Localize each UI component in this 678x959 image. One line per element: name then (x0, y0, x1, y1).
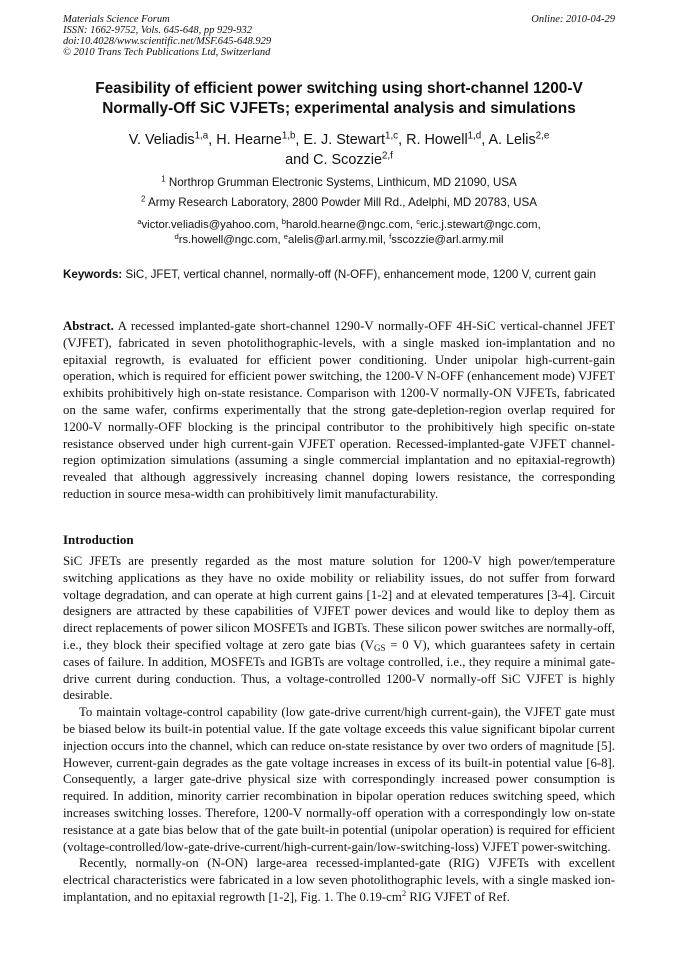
paragraph: To maintain voltage-control capability (low gate-drive current/high current-gain), the VJFET gate must be biased below its built-in potential value. If the gate voltage exceeds this value significant bipolar current injection occurs into the channel, which can reduce on-state resistance by over two orders of magnitude [5]. However, current-gain degrades as the gate voltage increases in excess of its built-in potential value [6-8]. Consequently, a larger gate-drive physical size with correspondingly increased power consumption is required. In addition, minority carrier recombination in bipolar operation reduces switching speed, which increases switching losses. Therefore, 1200-V normally-off operation with a correspondingly low on-state resistance at a gate bias below that of the gate built-in potential (unipolar operation) is required for efficient (voltage-controlled/low-gate-drive-current/high-current-gain/low-switching-loss) VJFET power-switching. (63, 705, 615, 854)
author-sep: , (295, 132, 304, 148)
journal-name: Materials Science Forum (63, 14, 170, 25)
abstract-label: Abstract. (63, 319, 114, 333)
abstract-text: A recessed implanted-gate short-channel 1290-V normally-OFF 4H-SiC vertical-channel JFET (VJFET), fabricated in seven photolithographic-levels, with a single masked ion-implantation and no epitaxial regrowth, is evaluated for efficient power conditioning. Under unipolar high-current-gain operation, which is required for efficient power switching, the 1200-V N-OFF (enhancement mode) VJFET exhibits prohibitively high on-state resistance. Comparison with 1200-V normally-ON VJFETs, fabricated on the same wafer, confirms experimentally that the strong gate-depletion-region overlap required for 1200-V normally-OFF blocking is the principal contributor to the prohibitively high specific on-state resistance observed under high current-gain VJFET operation. Recessed-implanted-gate VJFET channel-region optimization simulations (assuming a single commercial implantation and no epitaxial-regrowth) revealed that although aggressively increasing channel doping lowers resistance, the corresponding reduction in source mesa-width can prohibitively limit manufacturability. (63, 319, 615, 501)
affiliation-number: 1 (161, 174, 166, 184)
email-b[interactable]: harold.hearne@ngc.com (286, 219, 410, 231)
keywords-text: SiC, JFET, vertical channel, normally-off (N-OFF), enhancement mode, 1200 V, current gain (125, 268, 596, 281)
email-f[interactable]: sscozzie@arl.army.mil (391, 234, 504, 246)
author-affil-mark: 2,e (535, 130, 550, 142)
paragraph-text: Recently, normally-on (N-ON) large-area recessed-implanted-gate (RIG) VJFETs with excellent electrical characteristics were fabricated in a low seven photolithographic levels, with a single masked ion-implantation, and no epitaxial regrowth [1-2], Fig. 1. The 0.19-cm (63, 856, 615, 904)
doi: doi:10.4028/www.scientific.net/MSF.645-648.929 (63, 36, 272, 47)
keywords-label: Keywords: (63, 268, 123, 281)
paragraph (63, 553, 615, 704)
copyright: © 2010 Trans Tech Publications Ltd, Switzerland (63, 47, 271, 58)
affiliation-1 (63, 176, 615, 190)
paragraph-text: SiC JFETs are presently regarded as the most mature solution for 1200-V high power/temperature switching applications as they have no oxide mobility or reliability issues, do not suffer from forward voltage degradation, and can operate at high current gains [1-2] and at elevated temperatures [3-4]. Circuit designers are attracted by these capabilities of VJFET power devices and would like to deploy them as direct replacements of power silicon MOSFETs and IGBTs. These silicon power switches are normally-off, i.e., they block their specified voltage at zero gate bias (V (63, 554, 615, 652)
email-c[interactable]: eric.j.stewart@ngc.com (420, 219, 538, 231)
author-sep: , (481, 132, 489, 148)
author-line-2 (63, 150, 615, 170)
title-line-1: Feasibility of efficient power switching using short-channel 1200-V (95, 80, 583, 97)
abstract (63, 318, 615, 503)
author-sep: , (398, 132, 407, 148)
email-e[interactable]: alelis@arl.army.mil (288, 234, 383, 246)
keywords (63, 267, 615, 282)
affiliation-text: Army Research Laboratory, 2800 Powder Mill Rd., Adelphi, MD 20783, USA (147, 196, 537, 209)
author-name: H. Hearne (216, 132, 282, 148)
author-name: E. J. Stewart (303, 132, 385, 148)
email-d[interactable]: rs.howell@ngc.com (178, 234, 278, 246)
author-name: and C. Scozzie (285, 152, 382, 168)
paper-title (63, 79, 615, 119)
author-affil-mark: 1,c (385, 130, 399, 142)
author-affil-mark: 1,b (281, 130, 296, 142)
author-name: V. Veliadis (128, 132, 195, 148)
affiliation-text: Northrop Grumman Electronic Systems, Linthicum, MD 21090, USA (168, 176, 517, 189)
online-date: Online: 2010-04-29 (531, 14, 615, 25)
subscript: GS (373, 642, 386, 653)
email-list (63, 218, 615, 248)
introduction-body (63, 553, 615, 906)
author-line-1 (63, 130, 615, 150)
author-affil-mark: 1,d (467, 130, 482, 142)
affiliation-2 (63, 196, 615, 210)
issn: ISSN: 1662-9752, Vols. 645-648, pp 929-932 (63, 25, 252, 36)
paragraph-text: RIG VJFET of Ref. (406, 889, 510, 904)
running-header (63, 14, 615, 58)
email-line-1: $^a$victor.veliadis@yahoo.com, $^b$harold.hearne@ngc.com, $^c$eric.j.stewart@ngc.com, (137, 216, 541, 231)
author-sep: , (208, 132, 217, 148)
author-list (63, 130, 615, 170)
section-heading: Introduction (63, 532, 134, 547)
paragraph (63, 855, 615, 905)
email-a[interactable]: victor.veliadis@yahoo.com (141, 219, 276, 231)
author-affil-mark: 2,f (381, 150, 393, 162)
superscript: 2 (401, 888, 407, 899)
title-line-2: Normally-Off SiC VJFETs; experimental analysis and simulations (102, 100, 576, 117)
paragraph-text: = 0 V), which guarantees safety in certain cases of failure. In addition, MOSFETs and IGBTs are voltage controlled, i.e., they require a minimal gate-drive current during conduction. Thus, a voltage-controlled 1200-V normally-off SiC VJFET is highly desirable. (63, 637, 615, 703)
affiliation-number: 2 (141, 194, 146, 204)
author-name: A. Lelis (488, 132, 536, 148)
author-affil-mark: 1,a (194, 130, 209, 142)
author-name: R. Howell (406, 132, 468, 148)
email-line-2: $^d$rs.howell@ngc.com, $^e$alelis@arl.army.mil, $^f$sscozzie@arl.army.mil (174, 231, 504, 246)
